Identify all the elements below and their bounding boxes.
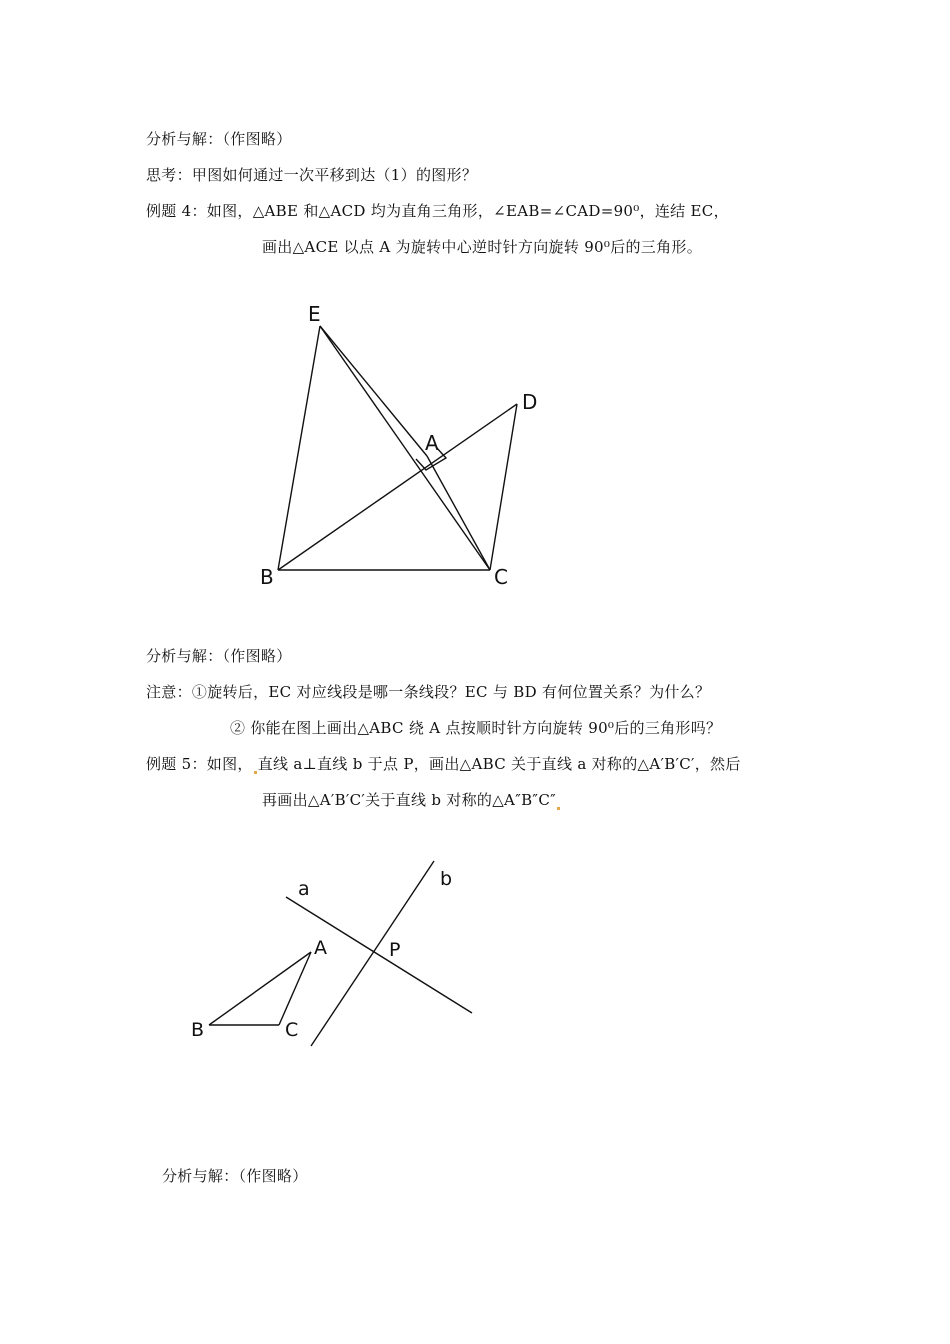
example5-line (146, 753, 741, 774)
label-a-vertex: A (314, 937, 327, 959)
analysis-line-2: 分析与解：（作图略） (146, 647, 292, 665)
label-a: A (425, 431, 439, 455)
segment-dc (490, 404, 517, 570)
example5-task-text: 再画出△A′B′C′关于直线 b 对称的△A″B″C″ (262, 791, 557, 809)
line-b (311, 861, 434, 1046)
figure-triangles-abe-acd (250, 295, 550, 595)
mark-dot (557, 807, 560, 810)
label-d: D (522, 390, 538, 414)
thinking-line: 思考：甲图如何通过一次平移到达（1）的图形？ (146, 166, 478, 184)
analysis-line-1: 分析与解：（作图略） (146, 130, 292, 148)
label-c-vertex: C (285, 1019, 299, 1041)
segment-ac (427, 456, 490, 570)
label-b-vertex: B (191, 1019, 205, 1041)
note-line-2: ② 你能在图上画出△ABC 绕 A 点按顺时针方向旋转 90⁰后的三角形吗？ (230, 719, 722, 737)
label-b-line: b (440, 868, 453, 890)
figure-reflection-lines (180, 855, 500, 1055)
example5-body: 直线 a⊥直线 b 于点 P，画出△ABC 关于直线 a 对称的△A′B′C′，然后 (257, 755, 741, 773)
note-line-1: 注意：①旋转后，EC 对应线段是哪一条线段？EC 与 BD 有何位置关系？为什么？ (146, 683, 711, 701)
segment-ec (320, 326, 490, 570)
label-b: B (260, 565, 274, 589)
example4-line: 例题 4：如图，△ABE 和△ACD 均为直角三角形，∠EAB=∠CAD=90⁰，连结 EC， (146, 202, 729, 220)
analysis-line-3: 分析与解：（作图略） (162, 1167, 308, 1185)
label-a-line: a (298, 878, 310, 900)
example4-task-line: 画出△ACE 以点 A 为旋转中心逆时针方向旋转 90⁰后的三角形。 (262, 238, 703, 256)
segment-ea (320, 326, 427, 456)
example5-task-line (262, 789, 561, 810)
example5-prefix: 例题 5：如图， (146, 755, 253, 773)
segment-bd (278, 404, 517, 570)
segment-eb (278, 326, 320, 570)
label-c: C (494, 565, 508, 589)
label-p: P (389, 939, 401, 961)
label-e: E (308, 302, 321, 326)
mark-dot (254, 771, 257, 774)
